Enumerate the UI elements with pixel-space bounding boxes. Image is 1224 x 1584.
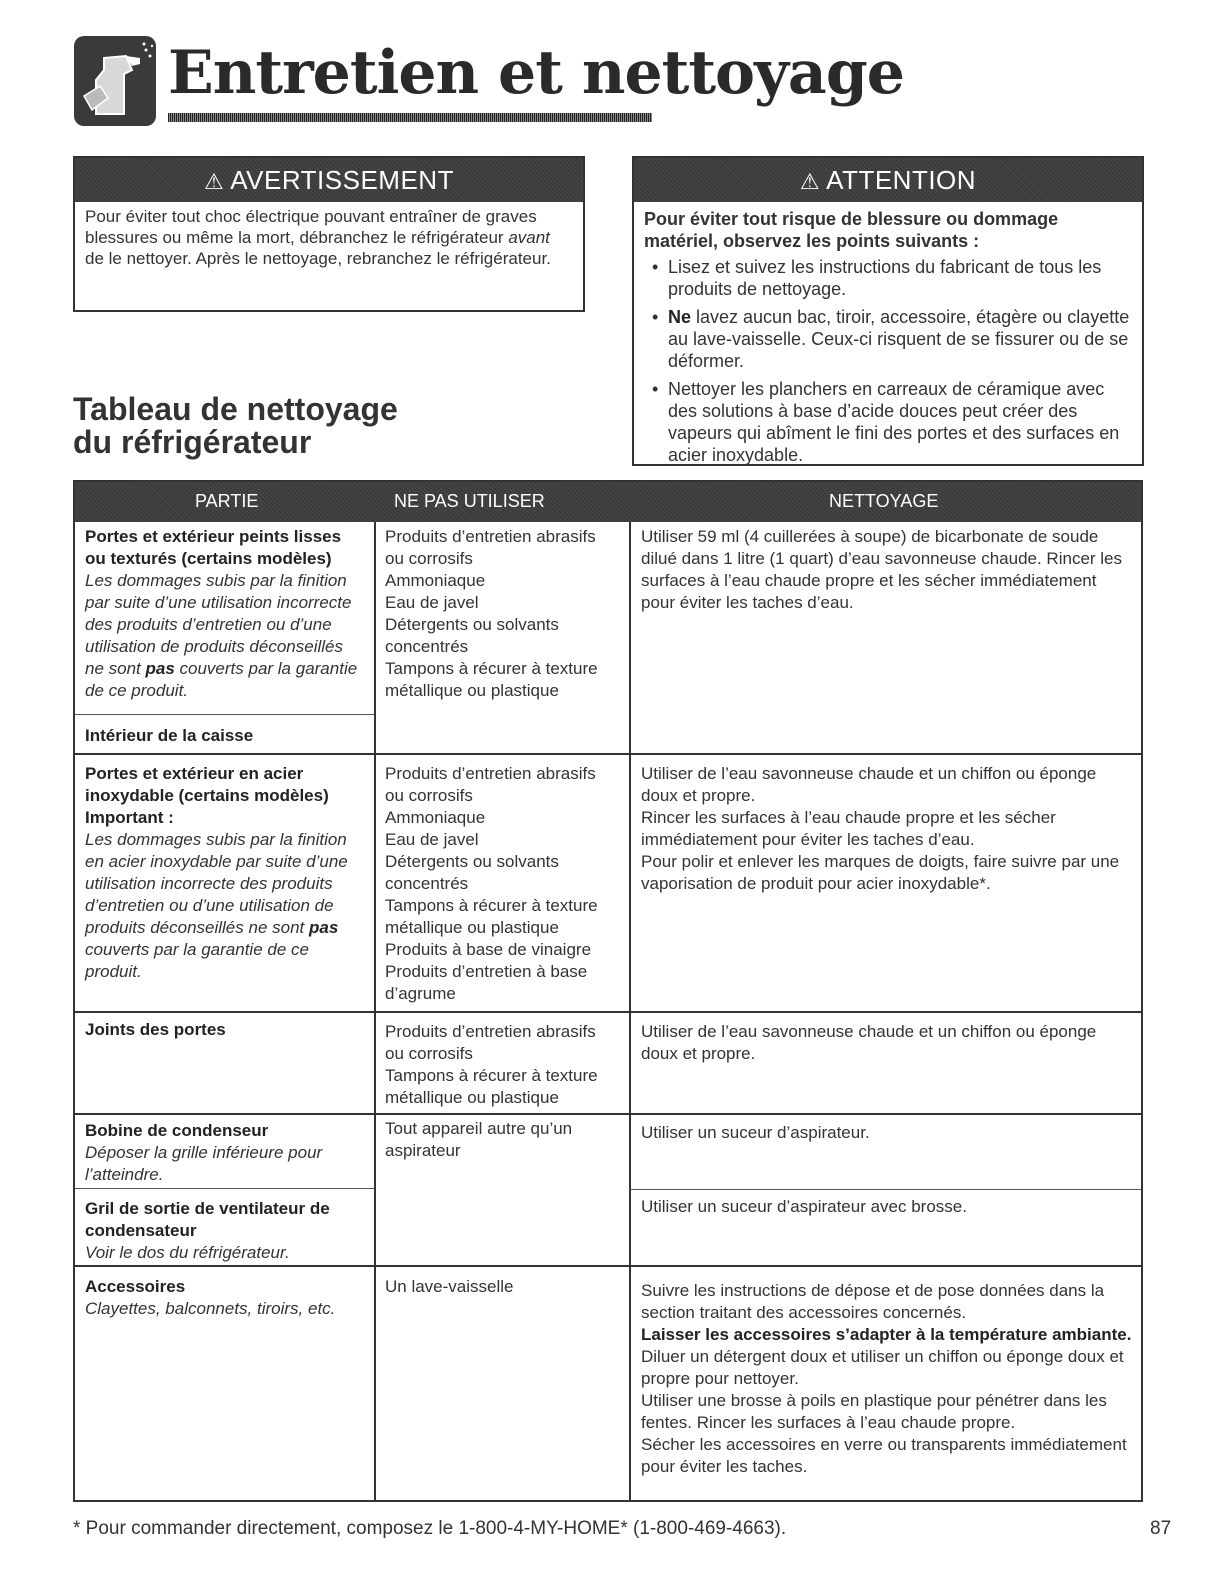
warning-header [75, 158, 583, 202]
caution-box [632, 156, 1144, 466]
warning-icon: ⚠ [799, 169, 821, 194]
clean-cell: Utiliser un suceur d’aspirateur avec brosse. [641, 1197, 967, 1216]
table-title: Tableau de nettoyage du réfrigérateur [73, 391, 398, 460]
title-underline [168, 113, 652, 122]
table-row: Gril de sortie de ventilateur de condensateur Voir le dos du réfrigérateur. [85, 1199, 330, 1262]
clean-cell: Utiliser de l’eau savonneuse chaude et un chiffon ou éponge doux et propre. Rincer les surfaces à l’eau chaude propre et les sécher immédiatement pour éviter les taches d’eau. Pour polir et enlever les marques de doigts, faire suivre par une vaporisation de produit pour acier inoxydable*. [641, 764, 1120, 893]
list-item: • Nettoyer les planchers en carreaux de céramique avec des solutions à base d’acide douces peut créer des vapeurs qui abîment le fini des portes et des surfaces en acier inoxydable. [668, 378, 1132, 466]
cleaning-table [73, 480, 1143, 1502]
table-row: Accessoires Clayettes, balconnets, tiroirs, etc. [85, 1277, 336, 1318]
caution-header [634, 158, 1142, 202]
column-header-avoid: NE PAS UTILISER [394, 491, 545, 511]
warning-title: AVERTISSEMENT [230, 165, 454, 195]
column-header-part: PARTIE [195, 491, 259, 511]
avoid-cell: Tout appareil autre qu’un aspirateur [385, 1119, 573, 1160]
table-header [75, 482, 1141, 522]
caution-list [644, 256, 1132, 466]
table-row: Portes et extérieur peints lisses ou texturés (certains modèles) Les dommages subis par la finition par suite d’une utilisation incorrecte des produits d’entretien ou d’une utilisation de produits déconseillés ne sont pas couverts par la garantie de ce produit. [85, 527, 358, 700]
clean-cell: Suivre les instructions de dépose et de pose données dans la section traitant des accessoires concernés. Laisser les accessoires s’adapter à la température ambiante. Diluer un détergent doux et utiliser un chiffon ou éponge doux et propre pour nettoyer. Utiliser une brosse à poils en plastique pour pénétrer dans les fentes. Rincer les surfaces à l’eau chaude propre. Sécher les accessoires en verre ou transparents immédiatement pour éviter les taches. [641, 1281, 1132, 1476]
warning-box [73, 156, 585, 312]
table-row: Bobine de condenseur Déposer la grille inférieure pour l’atteindre. [85, 1121, 323, 1184]
table-row: Joints des portes [85, 1020, 226, 1039]
list-item: • Ne lavez aucun bac, tiroir, accessoire, étagère ou clayette au lave-vaisselle. Ceux-ci risquent de se fissurer ou de se déformer. [668, 306, 1132, 372]
avoid-cell: Produits d’entretien abrasifs ou corrosifs Ammoniaque Eau de javel Détergents ou solvants concentrés Tampons à récurer à texture métallique ou plastique Produits à base de vinaigre Produits d’entretien à base d’agrume [385, 764, 598, 1003]
clean-cell: Utiliser un suceur d’aspirateur. [641, 1123, 870, 1142]
page-title: Entretien et nettoyage [168, 38, 904, 108]
table-row: Portes et extérieur en acier inoxydable (certains modèles) Important : Les dommages subis par la finition en acier inoxydable par suite d’une utilisation incorrecte des produits d’entretien ou d’une utilisation de produits déconseillés ne sont pas couverts par la garantie de ce produit. [85, 764, 348, 981]
avoid-cell: Produits d’entretien abrasifs ou corrosifs Ammoniaque Eau de javel Détergents ou solvants concentrés Tampons à récurer à texture métallique ou plastique [385, 527, 598, 700]
clean-cell: Utiliser de l’eau savonneuse chaude et un chiffon ou éponge doux et propre. [641, 1022, 1097, 1063]
caution-lead: Pour éviter tout risque de blessure ou dommage matériel, observez les points suivants : [644, 209, 1059, 251]
column-header-clean: NETTOYAGE [829, 491, 939, 511]
avoid-cell: Un lave-vaisselle [385, 1277, 514, 1296]
avoid-cell: Produits d’entretien abrasifs ou corrosifs Tampons à récurer à texture métallique ou plastique [385, 1022, 598, 1107]
clean-cell: Utiliser 59 ml (4 cuillerées à soupe) de bicarbonate de soude dilué dans 1 litre (1 quart) d’eau savonneuse chaude. Rincer les surfaces à l’eau chaude propre et les sécher immédiatement pour éviter les taches d’eau. [641, 527, 1123, 612]
page-number: 87 [1150, 1518, 1172, 1539]
list-item: • Lisez et suivez les instructions du fabricant de tous les produits de nettoyage. [668, 256, 1132, 300]
warning-text: Pour éviter tout choc électrique pouvant entraîner de graves blessures ou même la mort, débranchez le réfrigérateur avant de le nettoyer. Après le nettoyage, rebranchez le réfrigérateur. [85, 207, 551, 268]
warning-icon: ⚠ [204, 169, 225, 194]
table-row: Intérieur de la caisse [85, 726, 254, 745]
spray-bottle-icon [74, 36, 156, 126]
footnote: * Pour commander directement, composez le 1-800-4-MY-HOME* (1-800-469-4663). [73, 1518, 787, 1539]
caution-title: ATTENTION [826, 165, 977, 195]
